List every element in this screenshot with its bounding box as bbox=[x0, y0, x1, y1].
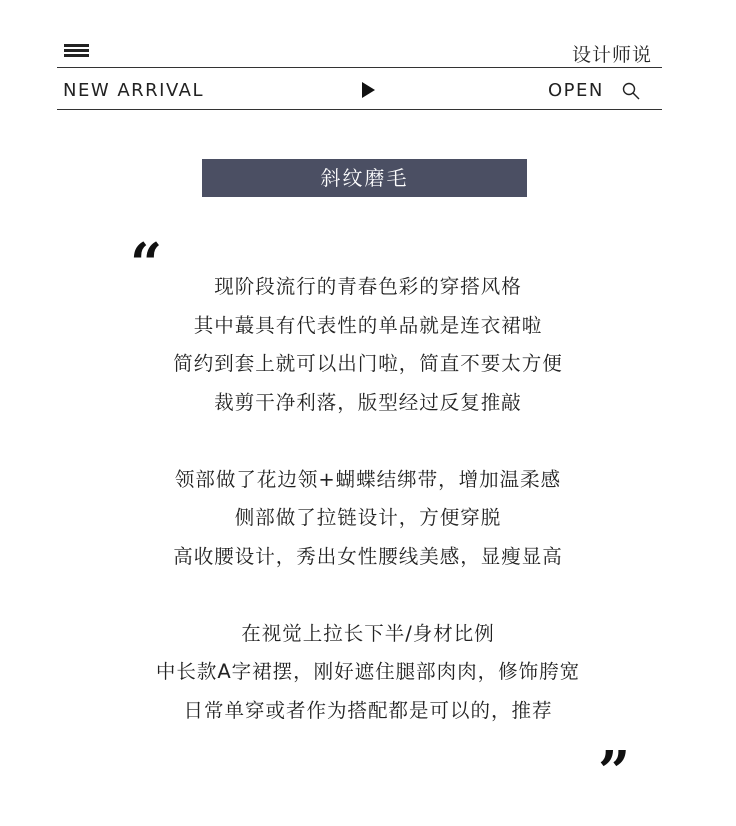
text-line: 侧部做了拉链设计，方便穿脱 bbox=[234, 506, 502, 529]
text-line: 现阶段流行的青春色彩的穿搭风格 bbox=[214, 275, 522, 298]
text-line: 简约到套上就可以出门啦，简直不要太方便 bbox=[173, 352, 563, 375]
nav-open[interactable]: OPEN bbox=[548, 80, 604, 101]
text-line: 领部做了花边领+蝴蝶结绑带，增加温柔感 bbox=[174, 467, 562, 491]
paragraph-gap bbox=[0, 422, 736, 461]
divider-bottom bbox=[57, 109, 662, 110]
hamburger-menu-icon[interactable] bbox=[64, 44, 89, 58]
fabric-tag: 斜纹磨毛 bbox=[202, 159, 527, 197]
menu-bar bbox=[64, 44, 89, 47]
text-line: 其中蕞具有代表性的单品就是连衣裙啦 bbox=[193, 313, 543, 337]
text-line: 高收腰设计，秀出女性腰线美感，显瘦显高 bbox=[173, 544, 563, 568]
play-icon[interactable] bbox=[362, 82, 375, 98]
search-icon[interactable] bbox=[622, 82, 640, 100]
divider-top bbox=[57, 67, 662, 68]
brand-title: 设计师说 bbox=[571, 44, 652, 66]
text-line: 中长款A字裙摆，刚好遮住腿部肉肉，修饰胯宽 bbox=[155, 660, 581, 683]
menu-bar bbox=[64, 49, 89, 52]
close-quote-mark: ” bbox=[598, 739, 631, 805]
text-line: 在视觉上拉长下半/身材比例 bbox=[241, 621, 495, 645]
open-quote-mark: “ bbox=[130, 231, 163, 297]
description-text bbox=[0, 268, 736, 730]
nav-new-arrival[interactable]: NEW ARRIVAL bbox=[63, 80, 204, 101]
header bbox=[57, 34, 662, 110]
menu-bar bbox=[64, 54, 89, 57]
paragraph-gap bbox=[0, 576, 736, 615]
text-line: 日常单穿或者作为搭配都是可以的，推荐 bbox=[183, 698, 553, 722]
text-line: 裁剪干净利落，版型经过反复推敲 bbox=[214, 390, 522, 414]
